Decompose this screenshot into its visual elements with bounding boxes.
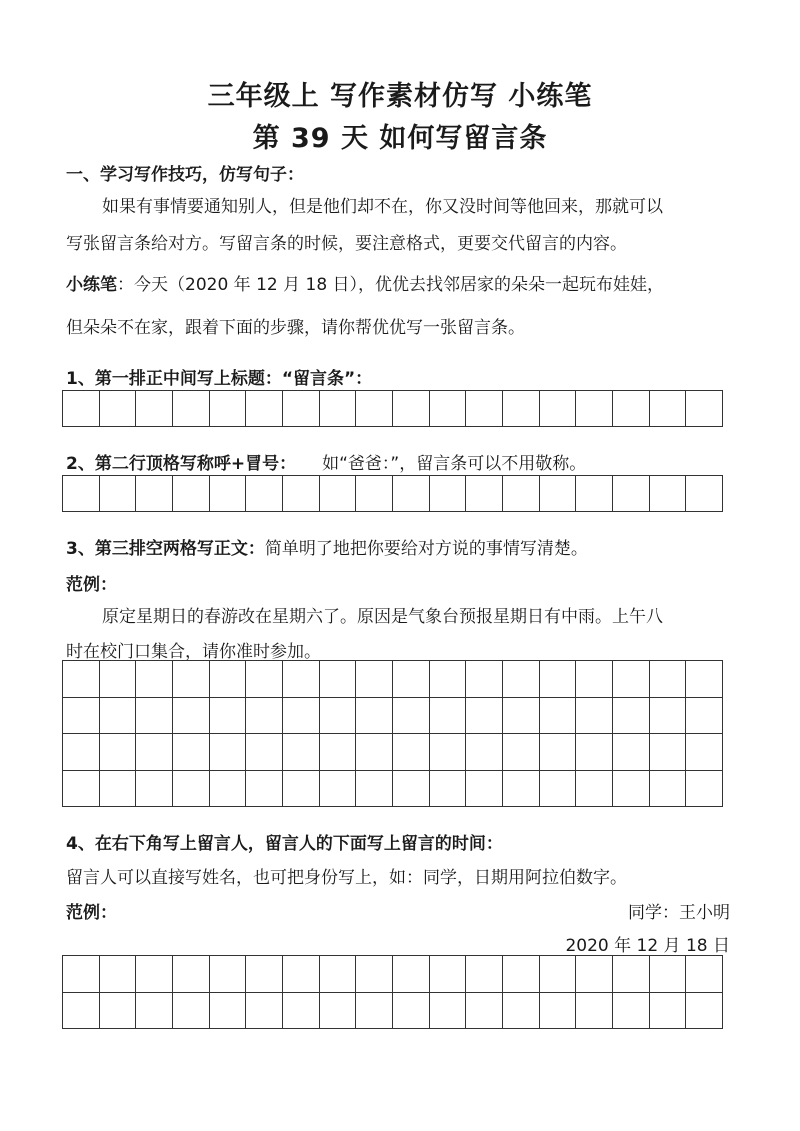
grid-cell[interactable] xyxy=(466,956,503,993)
grid-cell[interactable] xyxy=(503,771,540,808)
grid-cell[interactable] xyxy=(246,956,283,993)
grid-cell[interactable] xyxy=(576,661,613,698)
step4-note: 留言人可以直接写姓名，也可把身份写上，如：同学，日期用阿拉伯数字。 xyxy=(66,868,627,888)
grid-cell[interactable] xyxy=(246,476,283,512)
grid-cell[interactable] xyxy=(576,698,613,735)
grid-cell[interactable] xyxy=(466,993,503,1030)
step3-note: 简单明了地把你要给对方说的事情写清楚。 xyxy=(264,539,588,559)
grid-cell[interactable] xyxy=(686,391,723,427)
step3-example-label: 范例： xyxy=(66,575,117,595)
practice-text: ：今天（2020 年 12 月 18 日），优优去找邻居家的朵朵一起玩布娃娃， xyxy=(117,275,665,295)
grid-cell[interactable] xyxy=(466,698,503,735)
grid-cell[interactable] xyxy=(63,476,100,512)
step3-example-line2: 时在校门口集合，请你准时参加。 xyxy=(66,642,321,662)
grid-cell[interactable] xyxy=(283,734,320,771)
grid-cell[interactable] xyxy=(320,661,357,698)
title-writing-grid[interactable] xyxy=(62,390,723,427)
step3-heading: 3、第三排空两格写正文： xyxy=(66,539,265,559)
grid-cell[interactable] xyxy=(173,661,210,698)
grid-cell[interactable] xyxy=(430,734,467,771)
grid-cell[interactable] xyxy=(540,698,577,735)
grid-cell[interactable] xyxy=(576,734,613,771)
grid-cell[interactable] xyxy=(503,661,540,698)
step4-heading: 4、在右下角写上留言人，留言人的下面写上留言的时间： xyxy=(66,834,503,854)
grid-cell[interactable] xyxy=(503,956,540,993)
grid-cell[interactable] xyxy=(63,661,100,698)
grid-cell[interactable] xyxy=(173,391,210,427)
grid-cell[interactable] xyxy=(173,993,210,1030)
grid-cell[interactable] xyxy=(466,734,503,771)
grid-cell[interactable] xyxy=(576,771,613,808)
grid-cell[interactable] xyxy=(283,956,320,993)
grid-cell[interactable] xyxy=(100,956,137,993)
grid-cell[interactable] xyxy=(576,476,613,512)
grid-cell[interactable] xyxy=(173,771,210,808)
grid-cell[interactable] xyxy=(210,993,247,1030)
grid-cell[interactable] xyxy=(320,771,357,808)
grid-cell[interactable] xyxy=(283,661,320,698)
step1-heading: 1、第一排正中间写上标题：“留言条”： xyxy=(66,369,373,389)
grid-cell[interactable] xyxy=(686,734,723,771)
grid-cell[interactable] xyxy=(100,993,137,1030)
grid-cell[interactable] xyxy=(356,698,393,735)
grid-cell[interactable] xyxy=(210,476,247,512)
grid-cell[interactable] xyxy=(650,771,687,808)
grid-cell[interactable] xyxy=(430,956,467,993)
grid-cell[interactable] xyxy=(210,734,247,771)
grid-cell[interactable] xyxy=(246,734,283,771)
grid-cell[interactable] xyxy=(613,956,650,993)
grid-cell[interactable] xyxy=(210,391,247,427)
grid-cell[interactable] xyxy=(173,476,210,512)
grid-cell[interactable] xyxy=(320,391,357,427)
grid-cell[interactable] xyxy=(650,391,687,427)
grid-cell[interactable] xyxy=(210,698,247,735)
grid-cell[interactable] xyxy=(136,771,173,808)
grid-cell[interactable] xyxy=(320,956,357,993)
grid-cell[interactable] xyxy=(393,771,430,808)
body-writing-grid[interactable] xyxy=(62,660,723,807)
grid-cell[interactable] xyxy=(686,956,723,993)
grid-cell[interactable] xyxy=(503,734,540,771)
grid-cell[interactable] xyxy=(283,993,320,1030)
grid-cell[interactable] xyxy=(686,771,723,808)
grid-cell[interactable] xyxy=(430,771,467,808)
example-signer: 同学：王小明 xyxy=(628,903,730,923)
grid-cell[interactable] xyxy=(100,661,137,698)
grid-cell[interactable] xyxy=(686,993,723,1030)
grid-cell[interactable] xyxy=(503,476,540,512)
grid-cell[interactable] xyxy=(356,661,393,698)
grid-cell[interactable] xyxy=(540,476,577,512)
step2-line xyxy=(66,449,586,474)
grid-cell[interactable] xyxy=(430,698,467,735)
step2-heading: 2、第二行顶格写称呼+冒号： xyxy=(66,454,297,474)
salutation-writing-grid[interactable] xyxy=(62,475,723,512)
grid-cell[interactable] xyxy=(320,698,357,735)
grid-cell[interactable] xyxy=(613,661,650,698)
grid-cell[interactable] xyxy=(466,476,503,512)
signature-writing-grid[interactable] xyxy=(62,955,723,1029)
grid-cell[interactable] xyxy=(650,956,687,993)
grid-cell[interactable] xyxy=(246,391,283,427)
grid-cell[interactable] xyxy=(650,661,687,698)
grid-cell[interactable] xyxy=(100,698,137,735)
step3-example-line1: 原定星期日的春游改在星期六了。原因是气象台预报星期日有中雨。上午八 xyxy=(102,607,663,627)
grid-cell[interactable] xyxy=(393,734,430,771)
grid-cell[interactable] xyxy=(173,956,210,993)
example-date: 2020 年 12 月 18 日 xyxy=(565,936,730,956)
grid-cell[interactable] xyxy=(540,661,577,698)
grid-cell[interactable] xyxy=(540,993,577,1030)
grid-cell[interactable] xyxy=(100,771,137,808)
grid-cell[interactable] xyxy=(63,771,100,808)
grid-cell[interactable] xyxy=(136,698,173,735)
grid-cell[interactable] xyxy=(246,661,283,698)
grid-cell[interactable] xyxy=(613,993,650,1030)
grid-cell[interactable] xyxy=(63,993,100,1030)
grid-cell[interactable] xyxy=(393,956,430,993)
grid-cell[interactable] xyxy=(136,956,173,993)
section1-paragraph-line2: 写张留言条给对方。写留言条的时候，要注意格式，更要交代留言的内容。 xyxy=(66,234,627,254)
grid-cell[interactable] xyxy=(136,993,173,1030)
grid-cell[interactable] xyxy=(686,476,723,512)
grid-cell[interactable] xyxy=(650,698,687,735)
section1-heading: 一、学习写作技巧，仿写句子： xyxy=(66,165,304,185)
page-title: 三年级上 写作素材仿写 小练笔 xyxy=(207,81,593,112)
grid-cell[interactable] xyxy=(576,956,613,993)
grid-cell[interactable] xyxy=(210,956,247,993)
grid-cell[interactable] xyxy=(136,476,173,512)
grid-cell[interactable] xyxy=(430,476,467,512)
grid-cell[interactable] xyxy=(173,698,210,735)
practice-label: 小练笔 xyxy=(66,275,117,295)
grid-cell[interactable] xyxy=(246,993,283,1030)
grid-cell[interactable] xyxy=(613,771,650,808)
grid-cell[interactable] xyxy=(100,734,137,771)
grid-cell[interactable] xyxy=(63,956,100,993)
grid-cell[interactable] xyxy=(613,734,650,771)
grid-cell[interactable] xyxy=(246,698,283,735)
grid-cell[interactable] xyxy=(63,734,100,771)
grid-cell[interactable] xyxy=(430,993,467,1030)
grid-cell[interactable] xyxy=(650,993,687,1030)
grid-cell[interactable] xyxy=(356,391,393,427)
grid-cell[interactable] xyxy=(613,476,650,512)
grid-cell[interactable] xyxy=(320,734,357,771)
practice-line1 xyxy=(66,270,664,295)
grid-cell[interactable] xyxy=(136,391,173,427)
grid-cell[interactable] xyxy=(356,734,393,771)
grid-cell[interactable] xyxy=(503,698,540,735)
grid-cell[interactable] xyxy=(283,771,320,808)
grid-cell[interactable] xyxy=(356,956,393,993)
grid-cell[interactable] xyxy=(540,734,577,771)
grid-cell[interactable] xyxy=(63,391,100,427)
grid-cell[interactable] xyxy=(210,661,247,698)
grid-cell[interactable] xyxy=(320,476,357,512)
grid-cell[interactable] xyxy=(576,993,613,1030)
grid-cell[interactable] xyxy=(393,391,430,427)
grid-cell[interactable] xyxy=(430,661,467,698)
grid-cell[interactable] xyxy=(100,476,137,512)
grid-cell[interactable] xyxy=(283,476,320,512)
grid-cell[interactable] xyxy=(173,734,210,771)
grid-cell[interactable] xyxy=(393,661,430,698)
grid-cell[interactable] xyxy=(393,993,430,1030)
grid-cell[interactable] xyxy=(100,391,137,427)
grid-cell[interactable] xyxy=(686,698,723,735)
grid-cell[interactable] xyxy=(613,391,650,427)
section1-paragraph-line1: 如果有事情要通知别人，但是他们却不在，你又没时间等他回来，那就可以 xyxy=(102,197,663,217)
step4-example-label: 范例： xyxy=(66,903,117,923)
grid-cell[interactable] xyxy=(540,391,577,427)
grid-cell[interactable] xyxy=(63,698,100,735)
grid-cell[interactable] xyxy=(283,698,320,735)
grid-cell[interactable] xyxy=(210,771,247,808)
grid-cell[interactable] xyxy=(320,993,357,1030)
grid-cell[interactable] xyxy=(356,476,393,512)
step3-line xyxy=(66,534,588,559)
grid-cell[interactable] xyxy=(393,476,430,512)
grid-cell[interactable] xyxy=(503,993,540,1030)
grid-cell[interactable] xyxy=(650,476,687,512)
grid-cell[interactable] xyxy=(466,391,503,427)
page-subtitle: 第 39 天 如何写留言条 xyxy=(252,123,548,154)
grid-cell[interactable] xyxy=(466,771,503,808)
grid-cell[interactable] xyxy=(540,956,577,993)
grid-cell[interactable] xyxy=(686,661,723,698)
step2-note: 如“爸爸：”，留言条可以不用敬称。 xyxy=(322,454,587,474)
grid-cell[interactable] xyxy=(356,771,393,808)
grid-cell[interactable] xyxy=(356,993,393,1030)
grid-cell[interactable] xyxy=(393,698,430,735)
grid-cell[interactable] xyxy=(136,661,173,698)
grid-cell[interactable] xyxy=(466,661,503,698)
grid-cell[interactable] xyxy=(136,734,173,771)
grid-cell[interactable] xyxy=(283,391,320,427)
grid-cell[interactable] xyxy=(503,391,540,427)
grid-cell[interactable] xyxy=(576,391,613,427)
grid-cell[interactable] xyxy=(246,771,283,808)
grid-cell[interactable] xyxy=(613,698,650,735)
grid-cell[interactable] xyxy=(430,391,467,427)
practice-line2: 但朵朵不在家，跟着下面的步骤，请你帮优优写一张留言条。 xyxy=(66,318,525,338)
grid-cell[interactable] xyxy=(650,734,687,771)
grid-cell[interactable] xyxy=(540,771,577,808)
